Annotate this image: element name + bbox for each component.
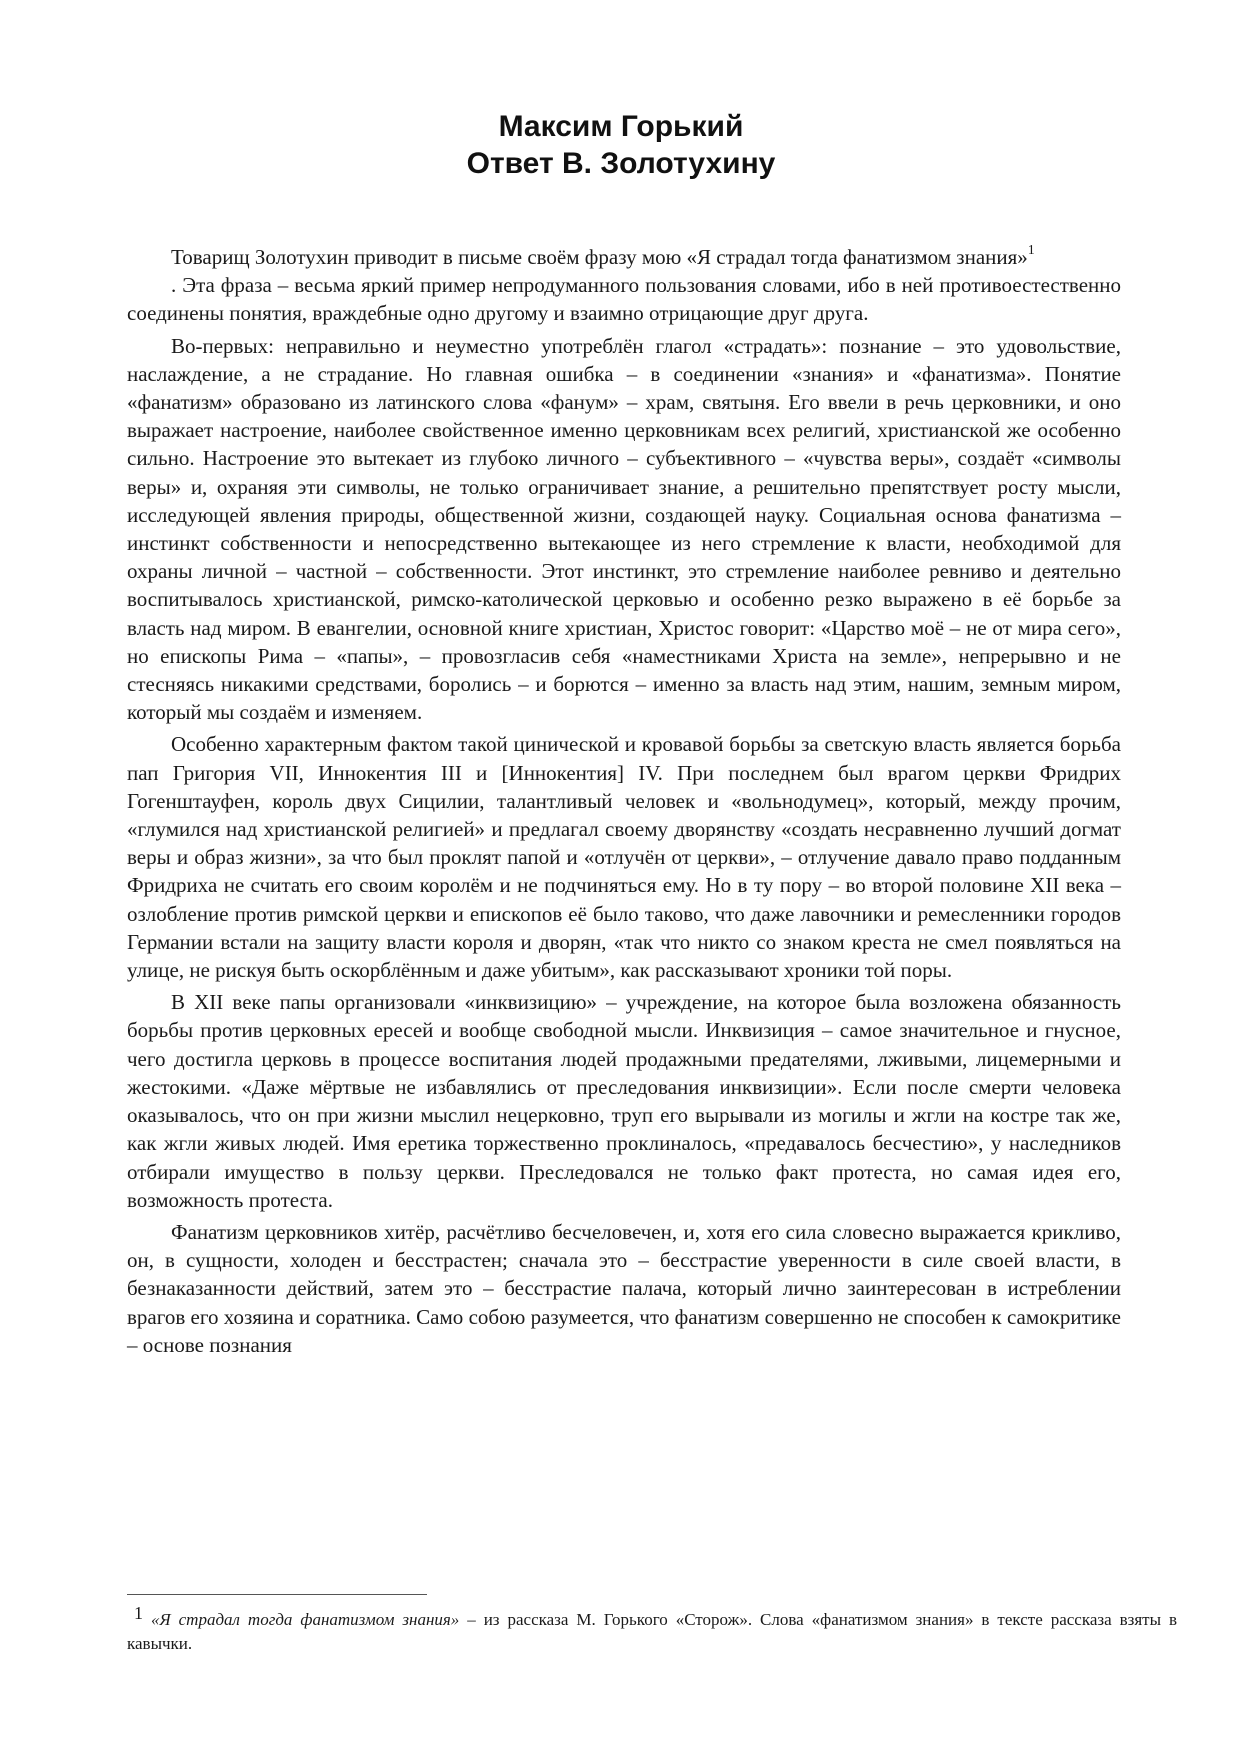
document-header [0, 108, 1242, 182]
author-name: Максим Горький [498, 110, 744, 143]
footnote-quote: «Я страдал тогда фанатизмом знания» [151, 1610, 460, 1629]
paragraph-intro-text: Товарищ Золотухин приводит в письме своём фразу мою «Я страдал тогда фанатизмом знания» [171, 245, 1028, 269]
paragraph: . Эта фраза – весьма яркий пример непродуманного пользования словами, ибо в ней противоестественно соединены понятия, враждебные одно другому и взаимно отрицающие друг друга. [127, 273, 1121, 326]
paragraph-intro [127, 243, 1121, 271]
paragraph: Особенно характерным фактом такой цинической и кровавой борьбы за светскую власть является борьба пап Григория VII, Иннокентия III и [Иннокентия] IV. При последнем был врагом церкви Фридрих Гогенштауфен, король двух Сицилии, талантливый человек и «вольнодумец», который, между прочим, «глумился над христианской религией» и предлагал своему дворянству «создать несравненно лучший догмат веры и образ жизни», за что был проклят папой и «отлучён от церкви», – отлучение давало право подданным Фридриха не считать его своим королём и не подчиняться ему. Но в ту пору – во второй половине XII века – озлобление против римской церкви и епископов её было таково, что даже лавочники и ремесленники городов Германии встали на защиту власти короля и дворян, «так что никто со знаком креста не смел появляться на улице, не рискуя быть оскорблённым и даже убитым», как рассказывают хроники той поры. [127, 732, 1121, 983]
document-body [127, 243, 1121, 1363]
document-title: Ответ В. Золотухину [466, 147, 776, 180]
footnote-text: – из рассказа М. Горького «Сторож». Слова «фанатизмом знания» в тексте рассказа взяты в кавычки. [127, 1610, 1177, 1653]
footnote [127, 1603, 1177, 1656]
footnote-reference[interactable]: 1 [1027, 243, 1035, 258]
paragraph: Во-первых: неправильно и неуместно употреблён глагол «страдать»: познание – это удовольствие, наслаждение, а не страдание. Но главная ошибка – в соединении «знания» и «фанатизма». Понятие «фанатизм» образовано из латинского слова «фанум» – храм, святыня. Его ввели в речь церковники, и оно выражает настроение, наиболее свойственное именно церковникам всех религий, христианской же особенно сильно. Настроение это вытекает из глубоко личного – субъективного – «чувства веры», создаёт «символы веры» и, охраняя эти символы, не только ограничивает знание, а решительно препятствует росту мысли, исследующей явления природы, общественной жизни, создающей науку. Социальная основа фанатизма – инстинкт собственности и непосредственно вытекающее из него стремление к власти, необходимой для охраны личной – частной – собственности. Этот инстинкт, это стремление наиболее ревниво и деятельно воспитывалось христианской, римско-католической церковью и особенно резко выражено в её борьбе за власть над миром. В евангелии, основной книге христиан, Христос говорит: «Царство моё – не от мира сего», но епископы Рима – «папы», – провозгласив себя «наместниками Христа на земле», непрерывно и не стесняясь никакими средствами, боролись – и борются – именно за власть над этим, нашим, земным миром, который мы создаём и изменяем. [127, 333, 1121, 725]
footnote-divider [127, 1594, 427, 1595]
footnote-marker: 1 [134, 1603, 143, 1623]
paragraph: В XII веке папы организовали «инквизицию» – учреждение, на которое была возложена обязанность борьбы против церковных ересей и вообще свободной мысли. Инквизиция – самое значительное и гнусное, чего достигла церковь в процессе воспитания людей продажными предателями, лживыми, лицемерными и жестокими. «Даже мёртвые не избавлялись от преследования инквизиции». Если после смерти человека оказывалось, что он при жизни мыслил нецерковно, труп его вырывали из могилы и жгли на костре так же, как жгли живых людей. Имя еретика торжественно проклиналось, «предавалось бесчестию», у наследников отбирали имущество в пользу церкви. Преследовался не только факт протеста, но самая идея его, возможность протеста. [127, 990, 1121, 1212]
paragraph: Фанатизм церковников хитёр, расчётливо бесчеловечен, и, хотя его сила словесно выражается крикливо, он, в сущности, холоден и бесстрастен; сначала это – бесстрастие уверенности в силе своей власти, в безнаказанности действий, затем это – бесстрастие палача, который лично заинтересован в истреблении врагов его хозяина и соратника. Само собою разумеется, что фанатизм совершенно не способен к самокритике – основе познания [127, 1219, 1121, 1357]
